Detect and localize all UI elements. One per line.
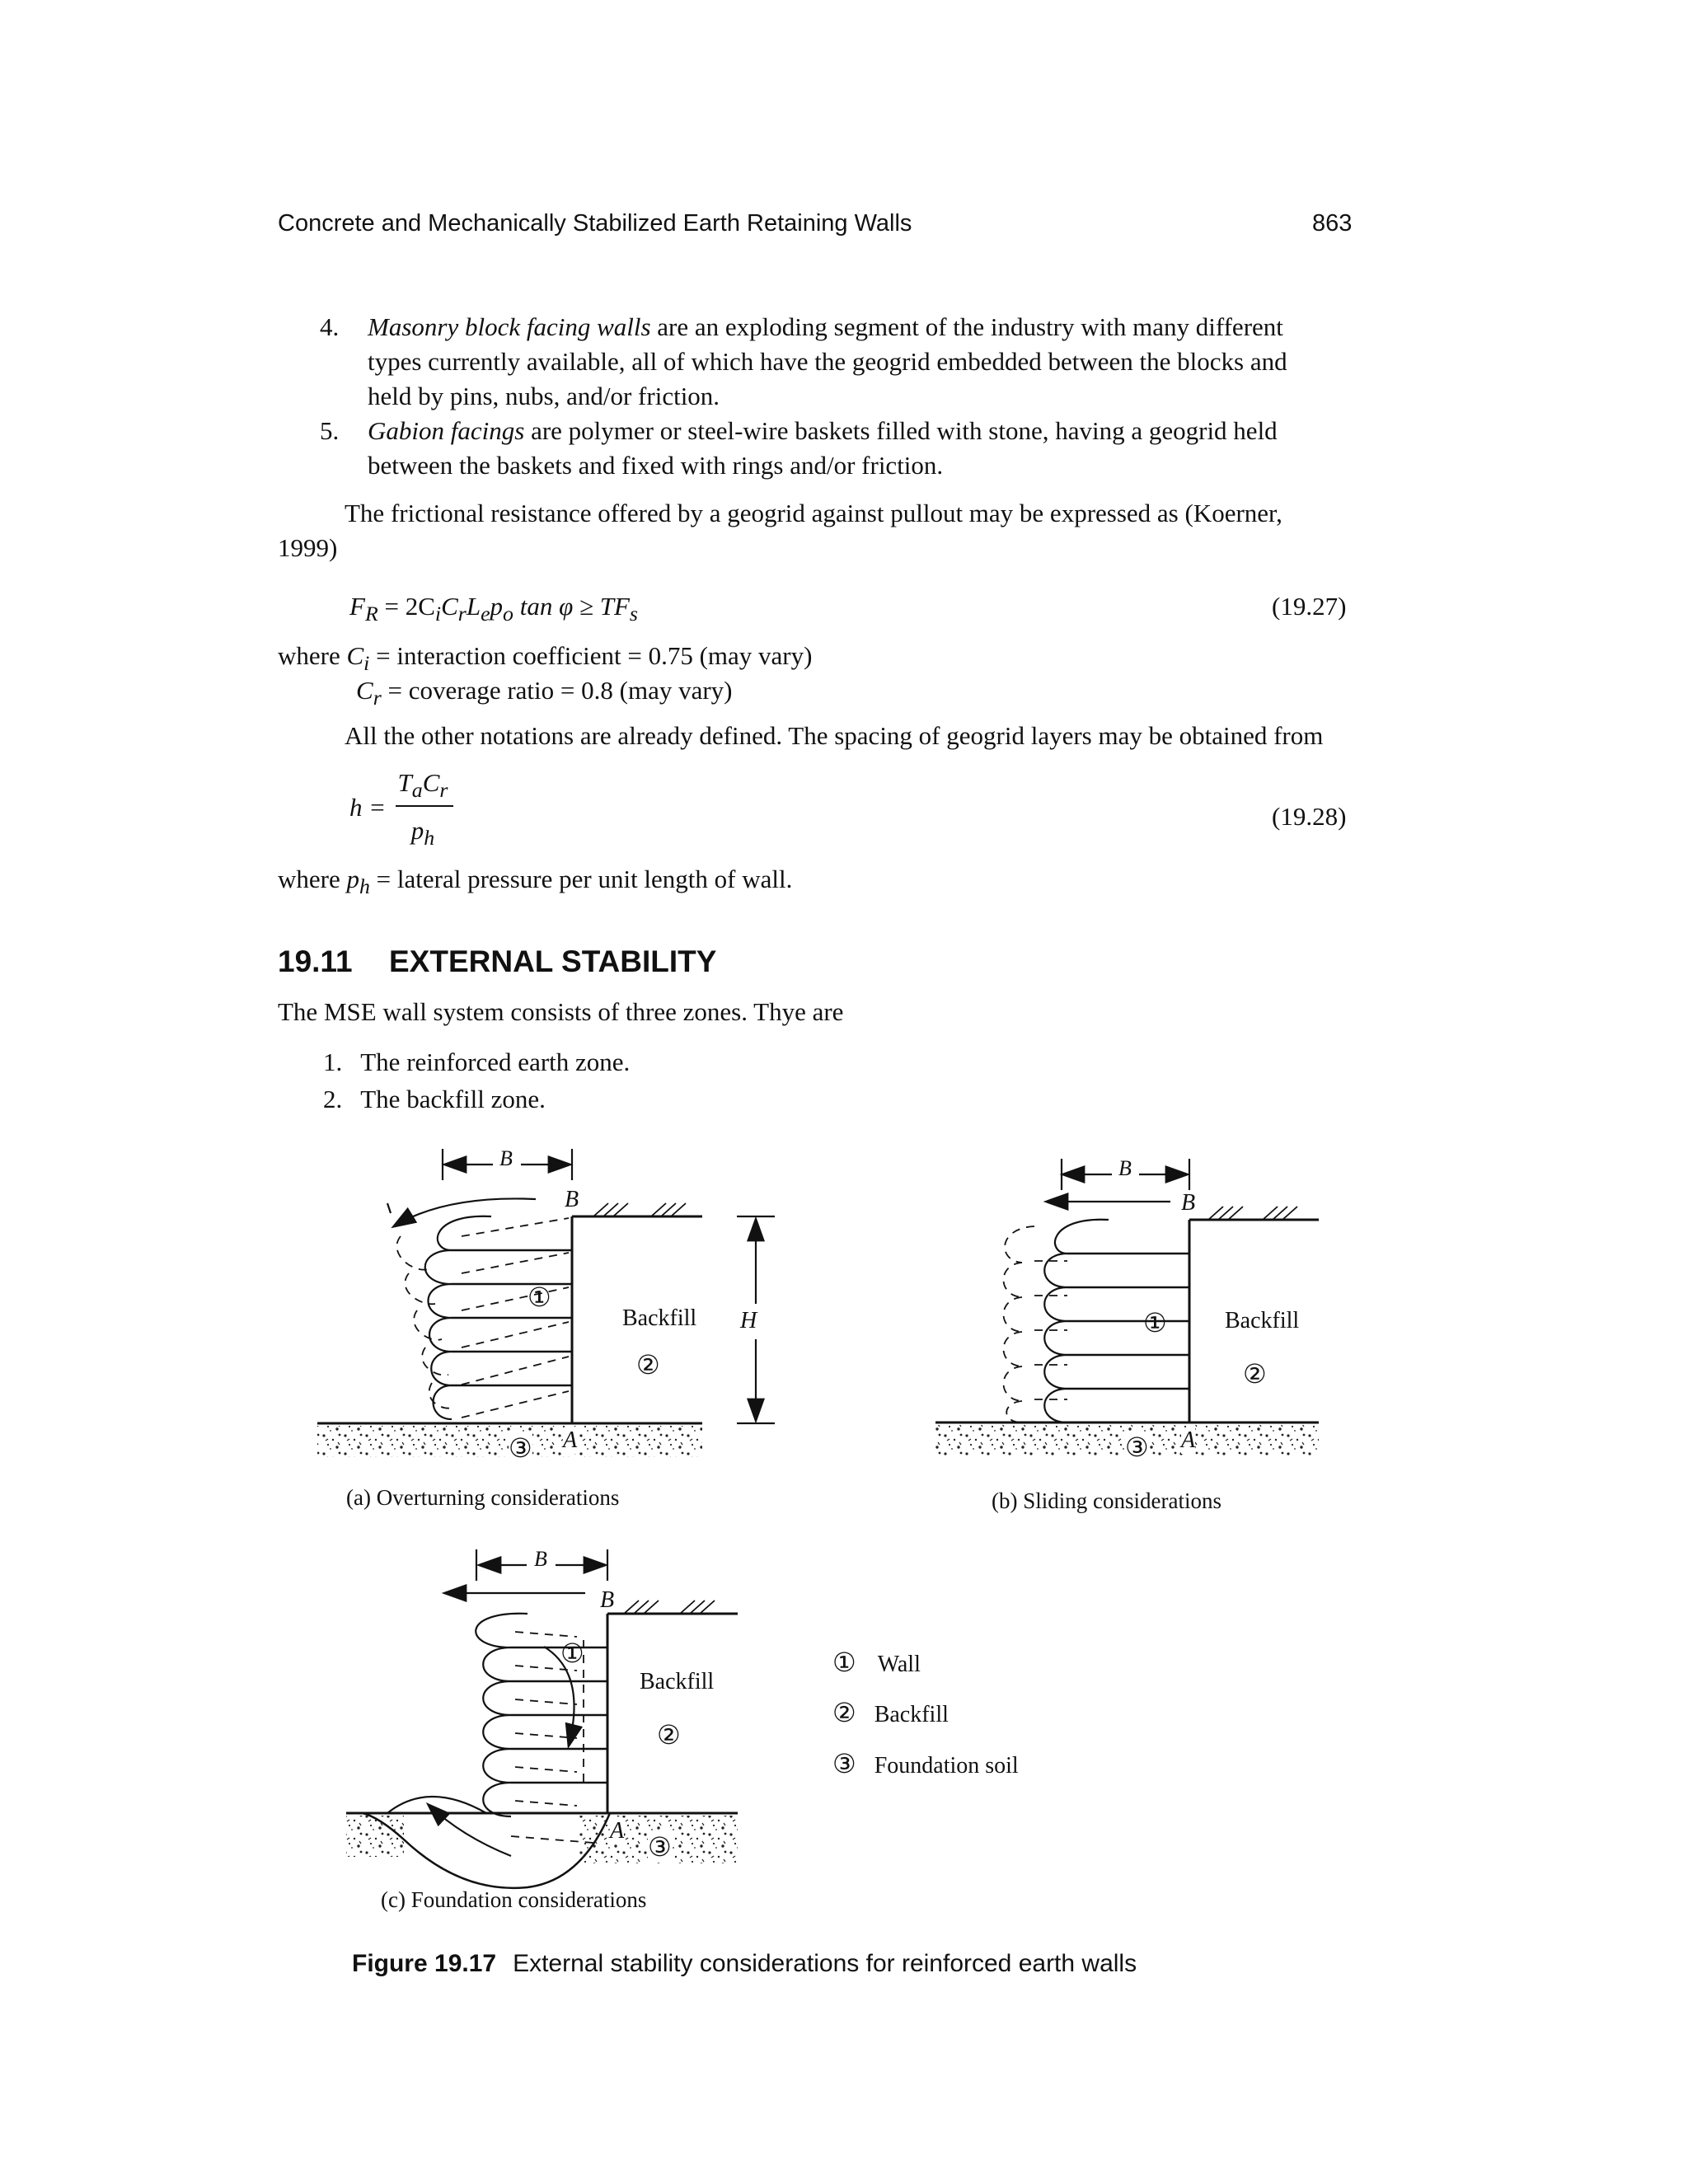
equation-number: (19.28) [1272, 802, 1347, 831]
label-a: A [1181, 1427, 1196, 1453]
paragraph: The frictional resistance offered by a geogrid against pullout may be expressed as (Koerner, [345, 499, 1282, 527]
label-a: A [563, 1427, 578, 1453]
paragraph: The MSE wall system consists of three zones. Thye are [278, 997, 844, 1026]
where-cr: $C_r$ = coverage ratio = 0.8 (may vary) [356, 676, 733, 710]
circle-1: ① [560, 1638, 584, 1668]
figure-caption: Figure 19.17 External stability considerations for reinforced earth walls [352, 1950, 1137, 1977]
equation-19-28-lhs: h = [349, 793, 387, 822]
running-title: Concrete and Mechanically Stabilized Earth Retaining Walls [278, 210, 912, 237]
label-backfill: Backfill [1225, 1308, 1300, 1333]
where-ph: where $p_h$ = lateral pressure per unit length of wall. [278, 865, 793, 899]
list-item: 5. Gabion facings are polymer or steel-wire baskets filled with stone, having a geogrid held between the baskets and fixed with rings and/or friction. [320, 416, 1278, 480]
legend-item: ③ Foundation soil [832, 1749, 1019, 1779]
caption-b: (b) Sliding considerations [992, 1488, 1221, 1513]
circle-3: ③ [509, 1433, 532, 1463]
label-a: A [610, 1818, 625, 1844]
list-item: 1. The reinforced earth zone. [323, 1047, 631, 1076]
label-backfill: Backfill [640, 1669, 715, 1694]
label-h: H [740, 1308, 757, 1333]
label-b: B [565, 1187, 579, 1212]
circle-1: ① [1143, 1308, 1167, 1338]
circle-3: ③ [1125, 1432, 1149, 1462]
section-number: 19.11 [278, 944, 353, 978]
section-title: EXTERNAL STABILITY [389, 944, 717, 978]
equation-number: (19.27) [1272, 592, 1347, 621]
circle-2: ② [636, 1350, 660, 1380]
equation-19-28-numerator: $T_aC_r$ [397, 768, 448, 803]
label-b-dim: B [534, 1547, 547, 1571]
page-number: 863 [1312, 210, 1353, 237]
label-b: B [1181, 1190, 1196, 1216]
caption-c: (c) Foundation considerations [381, 1887, 647, 1912]
legend-item: ② Backfill [832, 1698, 949, 1727]
legend-item: ① Wall [832, 1647, 921, 1677]
circle-1: ① [528, 1282, 551, 1312]
list-item: 4. Masonry block facing walls are an exploding segment of the industry with many different types currently available, all of which have the geogrid embedded between the blocks and held by pins, nubs, and/or friction. [320, 312, 1287, 410]
paragraph: 1999) [278, 533, 338, 562]
label-b-dim: B [1118, 1156, 1132, 1180]
caption-a: (a) Overturning considerations [346, 1485, 620, 1510]
circle-3: ③ [648, 1832, 672, 1862]
equation-19-28-denominator: $p_h$ [410, 816, 435, 851]
label-b-dim: B [499, 1146, 513, 1170]
equation-19-27: $F_R = 2C_iC_rL_ep_o$ $\tan \varphi \ge TF_s$ [349, 592, 638, 626]
circle-2: ② [657, 1720, 681, 1750]
where-ci: where $C_i$ = interaction coefficient = 0.75 (may vary) [278, 641, 813, 676]
label-backfill: Backfill [622, 1305, 697, 1331]
label-b: B [600, 1587, 615, 1613]
foundation-soil-c-left [346, 1816, 404, 1857]
circle-2: ② [1243, 1359, 1267, 1389]
paragraph: All the other notations are already defined. The spacing of geogrid layers may be obtained from [345, 721, 1324, 750]
list-item: 2. The backfill zone. [323, 1085, 546, 1113]
